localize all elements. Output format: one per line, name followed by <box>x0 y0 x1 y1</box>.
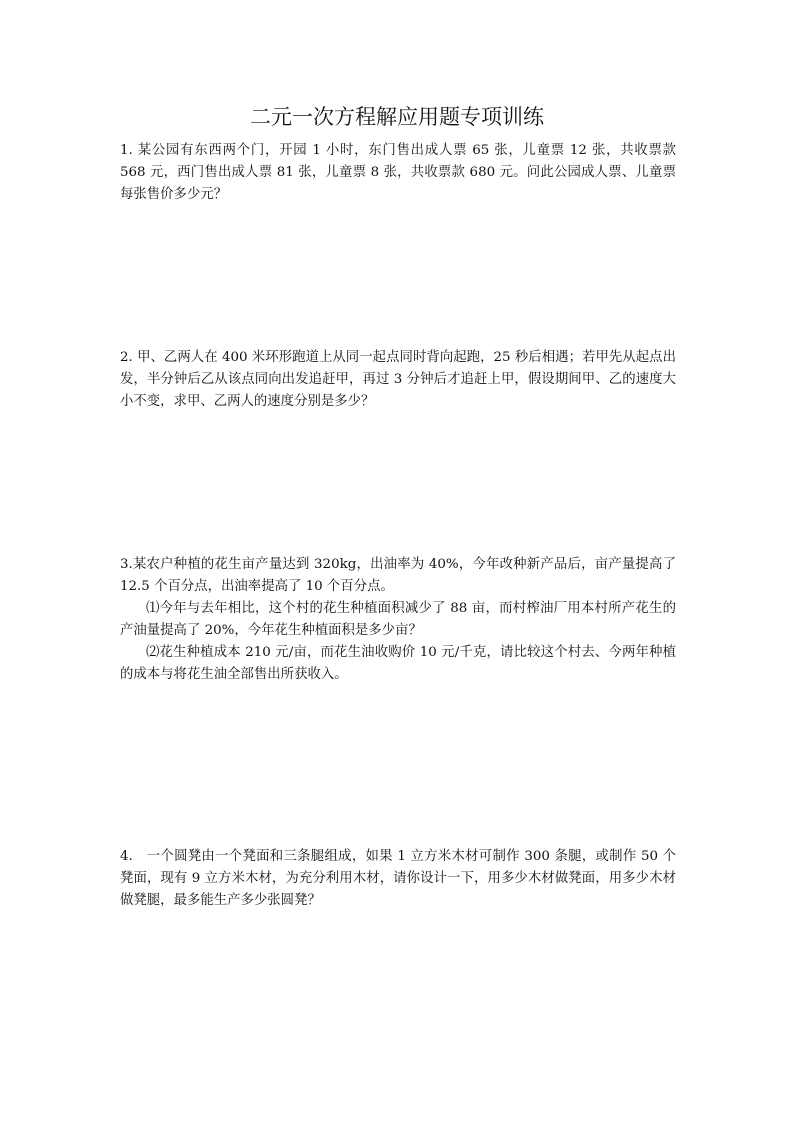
problem-4: 4. 一个圆凳由一个凳面和三条腿组成，如果 1 立方米木材可制作 300 条腿，或制作 50 个凳面，现有 9 立方米木材，为充分利用木材，请你设计一下，用多少木材做凳面，用多少木材做凳腿，最多能生产多少张圆凳？ <box>120 849 676 908</box>
problem-1: 1. 某公园有东西两个门，开园 1 小时，东门售出成人票 65 张，儿童票 12 张，共收票款 568 元，西门售出成人票 81 张，儿童票 8 张，共收票款 680 元。问此公园成人票、儿童票每张售价多少元？ <box>120 143 676 202</box>
page-title: 二元一次方程解应用题专项训练 <box>250 105 544 129</box>
problem-3 <box>120 554 676 686</box>
problem-2: 2. 甲、乙两人在 400 米环形跑道上从同一起点同时背向起跑，25 秒后相遇；若甲先从起点出发，半分钟后乙从该点同向出发追赶甲，再过 3 分钟后才追赶上甲，假设期间甲、乙的速度大小不变，求甲、乙两人的速度分别是多少？ <box>120 350 676 409</box>
problem-3-subquestion-2: ⑵花生种植成本 210 元/亩，而花生油收购价 10 元/千克，请比较这个村去、今两年种植的成本与将花生油全部售出所获收入。 <box>120 645 676 682</box>
problem-3-subquestion-1: ⑴今年与去年相比，这个村的花生种植面积减少了 88 亩，而村榨油厂用本村所产花生的产油量提高了 20%，今年花生种植面积是多少亩？ <box>120 601 676 638</box>
problem-3-stem: 3.某农户种植的花生亩产量达到 320kg，出油率为 40%，今年改种新产品后，亩产量提高了 12.5 个百分点，出油率提高了 10 个百分点。 <box>120 557 676 594</box>
